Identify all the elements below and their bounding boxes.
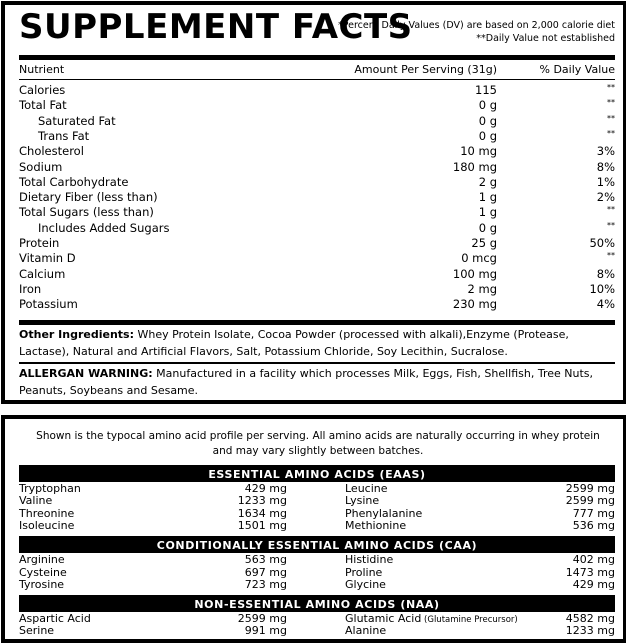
nutrient-name: Protein xyxy=(19,236,60,250)
amino-row xyxy=(19,567,615,579)
amino-amount: 1473 mg xyxy=(565,565,615,579)
amino-name: Serine xyxy=(19,624,55,638)
nutrient-row xyxy=(19,129,615,144)
nutrient-name: Dietary Fiber (less than) xyxy=(19,190,158,205)
supplement-facts-panel xyxy=(1,1,626,404)
nutrient-row xyxy=(19,98,615,113)
nutrient-dv: 3% xyxy=(596,144,615,159)
allergen-label: ALLERGAN WARNING: xyxy=(19,367,153,380)
nutrient-name: Iron xyxy=(19,281,42,296)
amino-amount: 402 mg xyxy=(572,553,615,567)
nutrient-row xyxy=(19,205,615,220)
divider xyxy=(19,55,615,60)
nutrient-amount: 180 mg xyxy=(452,159,497,174)
amino-amount: 1233 mg xyxy=(565,624,615,638)
nutrient-amount: 230 mg xyxy=(452,297,497,312)
other-ingredients-text: Whey Protein Isolate, Cocoa Powder (processed with alkali),Enzyme (Protease, Lactase), Natural and Artificial Flavors, Salt, Potassium Chloride, Soy Lecithin, Sucralose. xyxy=(19,328,569,358)
nutrient-row xyxy=(19,144,615,159)
nutrient-row xyxy=(19,282,615,297)
nutrient-amount: 1 g xyxy=(478,205,497,220)
nutrient-dv: 8% xyxy=(596,266,615,281)
nutrient-amount: 2 g xyxy=(478,174,497,189)
nutrient-amount: 0 g xyxy=(478,220,497,235)
amino-name-text: Leucine xyxy=(345,482,388,495)
header-dv: % Daily Value xyxy=(539,63,615,76)
nutrient-name: Trans Fat xyxy=(38,128,90,143)
footnote-not-established: **Daily Value not established xyxy=(476,33,615,44)
amino-name-text: Phenylalanine xyxy=(345,506,423,520)
nutrient-amount: 0 g xyxy=(478,128,497,143)
nutrient-amount: 115 xyxy=(475,83,497,97)
amino-acid-panel xyxy=(1,415,626,643)
nutrient-amount: 10 mg xyxy=(460,144,497,159)
amino-name-text: Histidine xyxy=(345,553,394,567)
nutrient-name: Saturated Fat xyxy=(38,113,116,128)
amino-intro: Shown is the typocal amino acid profile per serving. All amino acids are naturally occurring in whey protein and may vary slightly between batches. xyxy=(36,430,600,457)
amino-name: Cysteine xyxy=(19,565,67,579)
amino-name xyxy=(345,483,388,495)
nutrient-dv: 50% xyxy=(589,236,615,250)
amino-name xyxy=(345,567,382,579)
amino-row xyxy=(19,495,615,507)
nutrient-row xyxy=(19,83,615,98)
nutrient-name: Includes Added Sugars xyxy=(38,220,170,235)
nutrient-amount: 0 g xyxy=(478,98,497,113)
section-header: ESSENTIAL AMINO ACIDS (EAAS) xyxy=(19,468,615,482)
nutrient-dv: ** xyxy=(607,113,615,123)
nutrient-name: Calcium xyxy=(19,266,66,281)
amino-amount: 536 mg xyxy=(572,518,615,532)
section-header: NON-ESSENTIAL AMINO ACIDS (NAA) xyxy=(19,598,615,612)
nutrient-dv: ** xyxy=(607,98,615,108)
amino-amount: 2599 mg xyxy=(565,494,615,508)
divider xyxy=(19,79,615,80)
amino-amount: 429 mg xyxy=(244,482,287,495)
header-nutrient: Nutrient xyxy=(19,63,65,76)
amino-row xyxy=(19,483,615,495)
amino-name-text: Alanine xyxy=(345,624,387,638)
nutrient-row xyxy=(19,190,615,205)
amino-name-text: Lysine xyxy=(345,494,380,508)
amino-name xyxy=(345,554,393,566)
nutrient-row xyxy=(19,175,615,190)
amino-name xyxy=(345,625,386,637)
amino-name: Isoleucine xyxy=(19,518,75,532)
amino-name: Threonine xyxy=(19,506,75,520)
nutrient-dv: ** xyxy=(607,220,615,230)
amino-amount: 1233 mg xyxy=(237,494,287,508)
footnote-dv: *Percent Daily Values (DV) are based on 2,000 calorie diet xyxy=(337,20,615,31)
amino-amount: 723 mg xyxy=(244,577,287,591)
nutrient-name: Total Sugars (less than) xyxy=(19,205,154,220)
divider xyxy=(19,362,615,364)
nutrient-dv: ** xyxy=(607,128,615,138)
amino-amount: 777 mg xyxy=(572,506,615,520)
amino-name xyxy=(345,495,379,507)
amino-amount: 2599 mg xyxy=(237,612,287,626)
nutrient-amount: 2 mg xyxy=(467,281,497,296)
nutrient-row xyxy=(19,160,615,175)
nutrient-dv: ** xyxy=(607,83,615,92)
nutrient-name: Total Carbohydrate xyxy=(19,174,129,189)
amino-row xyxy=(19,554,615,566)
nutrient-row xyxy=(19,221,615,236)
amino-row xyxy=(19,625,615,637)
allergen-warning xyxy=(19,365,615,399)
other-ingredients-label: Other Ingredients: xyxy=(19,328,134,341)
nutrient-row xyxy=(19,267,615,282)
section-header: CONDITIONALLY ESSENTIAL AMINO ACIDS (CAA) xyxy=(19,539,615,553)
nutrient-dv: ** xyxy=(607,205,615,215)
amino-name-text: Glycine xyxy=(345,577,386,591)
nutrient-dv: 8% xyxy=(596,159,615,174)
amino-name xyxy=(345,520,406,532)
allergen-text: Manufactured in a facility which processes Milk, Eggs, Fish, Shellfish, Tree Nuts, Peanuts, Soybeans and Sesame. xyxy=(19,367,594,397)
amino-name: Aspartic Acid xyxy=(19,612,91,626)
amino-name-note: (Glutamine Precursor) xyxy=(421,615,518,626)
nutrient-dv: 2% xyxy=(596,190,615,205)
nutrient-row xyxy=(19,297,615,312)
nutrient-dv: ** xyxy=(607,251,615,261)
nutrient-amount: 0 mcg xyxy=(461,251,497,266)
nutrient-name: Cholesterol xyxy=(19,144,84,159)
nutrient-name: Potassium xyxy=(19,297,78,312)
nutrient-name: Total Fat xyxy=(19,98,67,113)
amino-amount: 1634 mg xyxy=(237,506,287,520)
amino-amount: 2599 mg xyxy=(565,482,615,495)
amino-row xyxy=(19,508,615,520)
amino-amount: 429 mg xyxy=(572,577,615,591)
nutrient-dv: 1% xyxy=(596,174,615,189)
amino-amount: 4582 mg xyxy=(565,612,615,626)
nutrient-row xyxy=(19,236,615,251)
amino-amount: 563 mg xyxy=(244,553,287,567)
nutrient-amount: 100 mg xyxy=(452,266,497,281)
nutrient-row xyxy=(19,114,615,129)
nutrient-row xyxy=(19,251,615,266)
other-ingredients xyxy=(19,326,615,360)
footnotes xyxy=(338,19,615,45)
amino-name: Tryptophan xyxy=(19,482,81,495)
nutrient-name: Calories xyxy=(19,83,66,97)
amino-amount: 991 mg xyxy=(244,624,287,638)
amino-name-text: Glutamic Acid xyxy=(345,612,422,626)
amino-name: Valine xyxy=(19,494,53,508)
nutrient-amount: 1 g xyxy=(478,190,497,205)
nutrient-dv: 4% xyxy=(596,297,615,312)
amino-row xyxy=(19,613,615,625)
nutrient-name: Sodium xyxy=(19,159,63,174)
amino-name xyxy=(345,579,386,591)
nutrient-amount: 0 g xyxy=(478,113,497,128)
amino-amount: 1501 mg xyxy=(237,518,287,532)
amino-name-text: Proline xyxy=(345,565,383,579)
amino-row xyxy=(19,520,615,532)
amino-name: Tyrosine xyxy=(19,577,65,591)
header-amount: Amount Per Serving (31g) xyxy=(354,63,497,76)
amino-name xyxy=(345,508,422,520)
amino-row xyxy=(19,579,615,591)
nutrient-dv: 10% xyxy=(589,281,615,296)
amino-amount: 697 mg xyxy=(244,565,287,579)
table-header xyxy=(19,63,615,78)
nutrient-name: Vitamin D xyxy=(19,251,76,266)
divider xyxy=(19,320,615,325)
amino-name-text: Methionine xyxy=(345,518,407,532)
nutrient-amount: 25 g xyxy=(471,236,497,250)
amino-name: Arginine xyxy=(19,553,65,567)
page-title: SUPPLEMENT FACTS xyxy=(19,7,413,47)
